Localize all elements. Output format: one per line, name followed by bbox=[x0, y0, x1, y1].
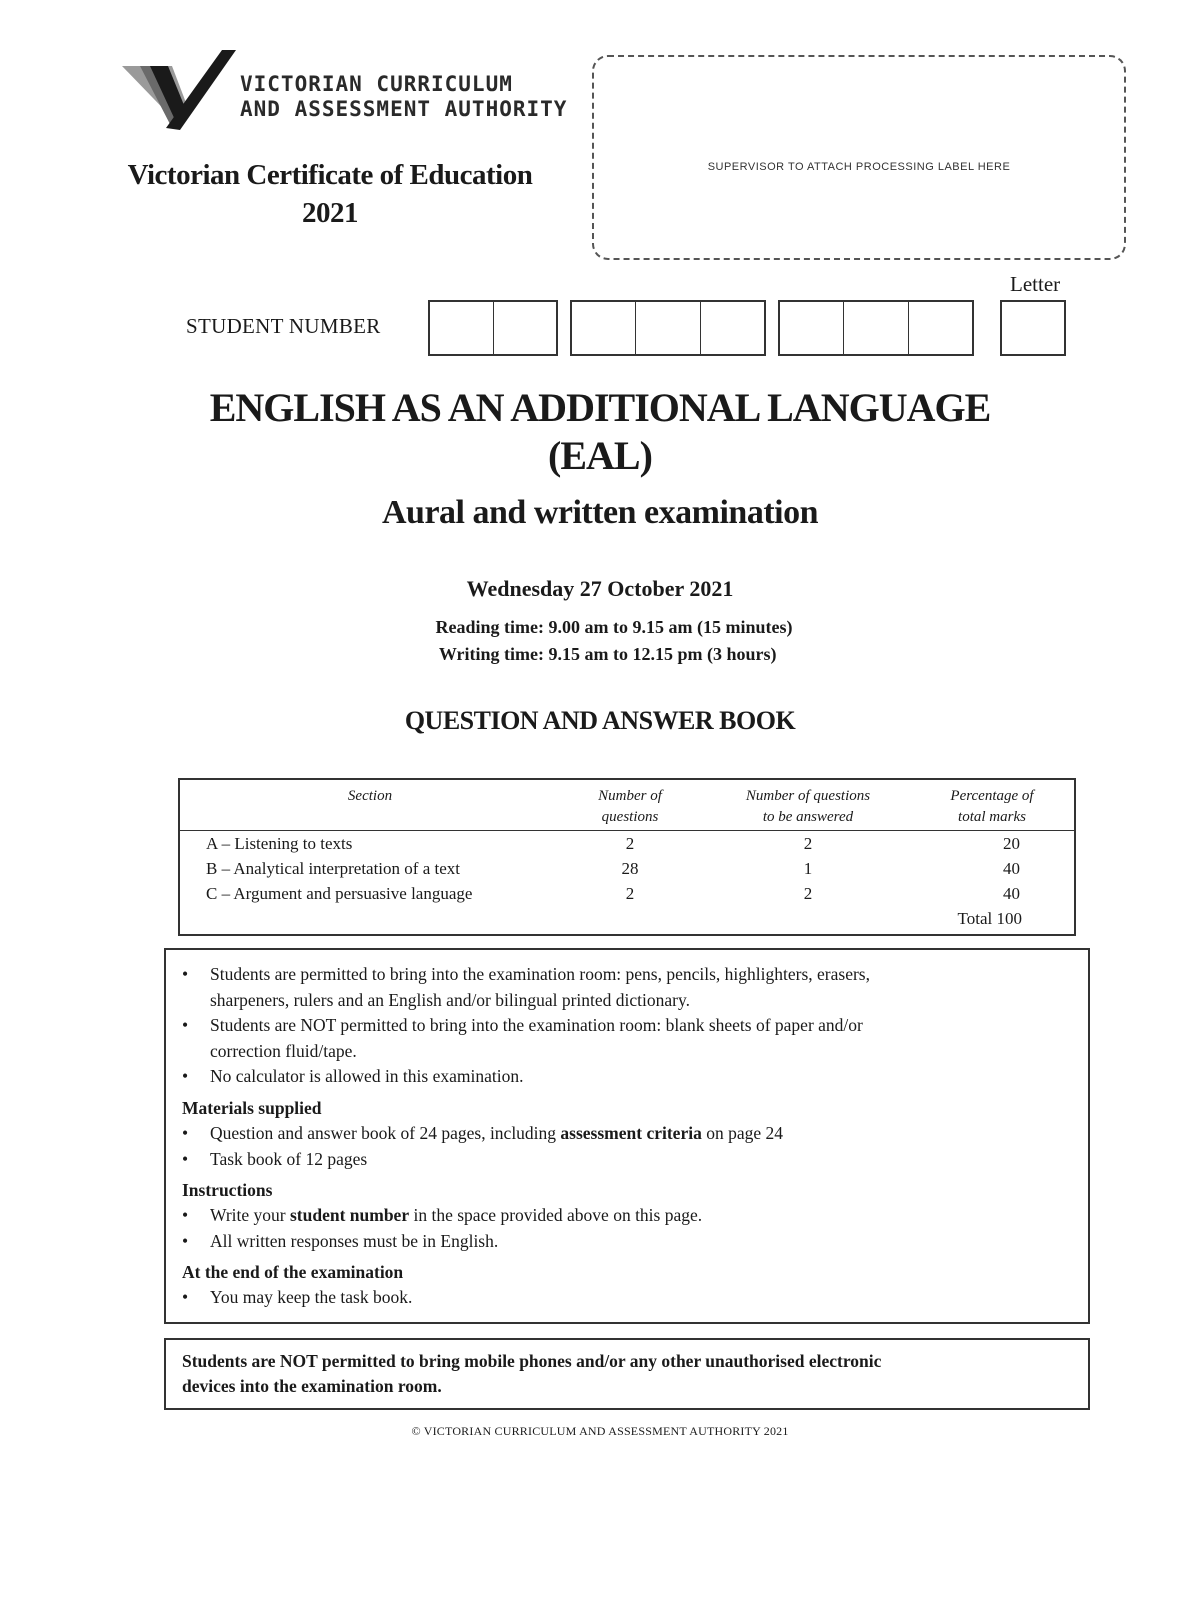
row-answered: 2 bbox=[803, 834, 813, 853]
exam-title bbox=[100, 384, 1100, 480]
writing-time-value: 9.15 am to 12.15 pm (3 hours) bbox=[548, 644, 777, 664]
exam-title-line-1: ENGLISH AS AN ADDITIONAL LANGUAGE bbox=[209, 385, 991, 430]
vcaa-checkmark-icon bbox=[122, 50, 242, 130]
section-table bbox=[178, 778, 1076, 936]
row-questions: 2 bbox=[625, 884, 635, 903]
logo-line-1: VICTORIAN CURRICULUM bbox=[240, 72, 513, 96]
table-row bbox=[180, 884, 1074, 909]
vcaa-wordmark bbox=[240, 72, 567, 122]
bullet-icon: • bbox=[182, 1230, 189, 1251]
row-percent: 40 bbox=[1003, 859, 1020, 878]
header-questions-answered: Number of questions to be answered bbox=[745, 788, 871, 825]
certificate-title bbox=[110, 156, 550, 232]
warning-line-1: Students are NOT permitted to bring mobile phones and/or any other unauthorised electronic bbox=[182, 1351, 882, 1371]
bullet-icon: • bbox=[182, 1205, 189, 1225]
certificate-name: Victorian Certificate of Education bbox=[127, 159, 533, 191]
header-percentage: Percentage of total marks bbox=[950, 788, 1034, 825]
student-number-group-1[interactable] bbox=[428, 300, 558, 356]
header-section: Section bbox=[347, 788, 393, 804]
copyright-footer: © VICTORIAN CURRICULUM AND ASSESSMENT AUTHORITY 2021 bbox=[411, 1424, 789, 1438]
processing-label-text: SUPERVISOR TO ATTACH PROCESSING LABEL HERE bbox=[707, 161, 1011, 173]
exam-subtitle: Aural and written examination bbox=[382, 494, 818, 531]
vcaa-logo bbox=[122, 50, 568, 130]
materials-heading: Materials supplied bbox=[182, 1098, 322, 1118]
bullet-icon: • bbox=[182, 1066, 189, 1086]
table-row bbox=[180, 859, 1074, 884]
writing-time-label: Writing time: bbox=[438, 644, 544, 664]
exam-times bbox=[410, 614, 792, 668]
bullet-icon: • bbox=[182, 964, 189, 984]
warning-line-2: devices into the examination room. bbox=[182, 1376, 442, 1396]
row-section: A – Listening to texts bbox=[206, 834, 353, 853]
reading-time-value: 9.00 am to 9.15 am (15 minutes) bbox=[548, 617, 793, 637]
reading-time-label: Reading time: bbox=[435, 617, 544, 637]
student-number-group-3[interactable] bbox=[778, 300, 974, 356]
logo-line-2: AND ASSESSMENT AUTHORITY bbox=[240, 97, 568, 121]
table-row bbox=[180, 834, 1074, 859]
reading-time-row bbox=[410, 614, 792, 641]
end-of-exam-heading: At the end of the examination bbox=[182, 1262, 404, 1282]
table-total-row bbox=[180, 909, 1074, 934]
electronic-devices-warning bbox=[164, 1338, 1090, 1410]
bullet-icon: • bbox=[182, 1123, 189, 1143]
bullet-icon: • bbox=[182, 1287, 189, 1307]
row-questions: 28 bbox=[621, 859, 639, 878]
row-section: C – Argument and persuasive language bbox=[206, 884, 473, 903]
row-percent: 20 bbox=[1003, 834, 1020, 853]
header-number-of-questions: Number of questions bbox=[598, 788, 662, 825]
row-percent: 40 bbox=[1003, 884, 1020, 903]
exam-date: Wednesday 27 October 2021 bbox=[466, 576, 734, 601]
row-answered: 2 bbox=[803, 884, 813, 903]
row-questions: 2 bbox=[625, 834, 635, 853]
exam-title-line-2: (EAL) bbox=[548, 433, 652, 478]
student-letter-box[interactable] bbox=[1000, 300, 1066, 356]
instructions-box: • Students are permitted to bring into the examination room: pens, pencils, highlighters, erasers, sharpeners, rulers and an English and/or bilingual printed dictionary. • Students are NOT permitted to bring into the examination room: blank sheets of paper and/or correction fluid/tape. • No calculator is allowed in this examination. Materials supplied • Question and answer book of 24 pages, including assessment criteria on page 24 • Task book of 12 pages Instructions • Write your student number in the space provided above on this page. • All written responses must be in English. At the end of the examination • You may keep the task book. bbox=[164, 948, 1090, 1324]
processing-label-area bbox=[592, 55, 1126, 260]
total-marks: Total 100 bbox=[957, 909, 1022, 928]
certificate-year: 2021 bbox=[302, 197, 358, 229]
bullet-icon: • bbox=[182, 1015, 189, 1035]
student-number-label: STUDENT NUMBER bbox=[186, 314, 381, 338]
header-divider bbox=[180, 830, 1074, 831]
letter-label: Letter bbox=[1010, 272, 1061, 296]
student-number-group-2[interactable] bbox=[570, 300, 766, 356]
row-section: B – Analytical interpretation of a text bbox=[206, 859, 460, 878]
book-title: QUESTION AND ANSWER BOOK bbox=[404, 706, 796, 735]
instructions-heading: Instructions bbox=[182, 1180, 273, 1200]
bullet-icon: • bbox=[182, 1148, 189, 1169]
writing-time-row bbox=[410, 641, 792, 668]
row-answered: 1 bbox=[803, 859, 813, 878]
